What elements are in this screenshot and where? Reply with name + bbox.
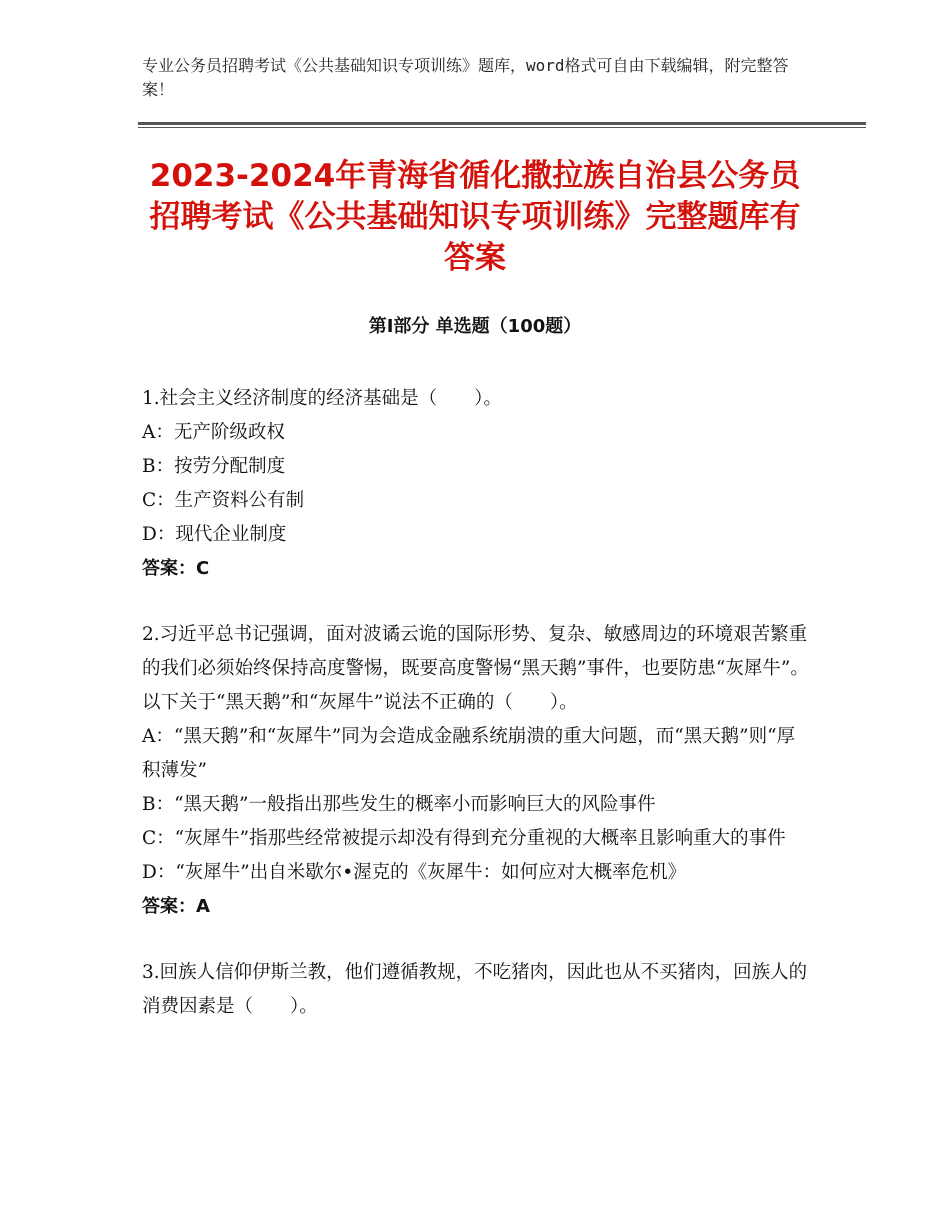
option-c: C：生产资料公有制 xyxy=(142,490,305,511)
option-b: B：按劳分配制度 xyxy=(142,456,286,477)
question-2 xyxy=(142,618,810,924)
document-title: 2023-2024年青海省循化撒拉族自治县公务员招聘考试《公共基础知识专项训练》完整题库有答案 xyxy=(149,158,801,276)
option-d: D：现代企业制度 xyxy=(142,524,287,545)
section-heading: 第Ⅰ部分 单选题（100题） xyxy=(368,316,582,337)
option-a: A：“黑天鹅”和“灰犀牛”同为会造成金融系统崩溃的重大问题，而“黑天鹅”则“厚积薄发” xyxy=(142,726,796,781)
answer: 答案：A xyxy=(142,896,210,917)
question-stem: 2.习近平总书记强调，面对波谲云诡的国际形势、复杂、敏感周边的环境艰苦繁重的我们必须始终保持高度警惕，既要高度警惕“黑天鹅”事件，也要防患“灰犀牛”。以下关于“黑天鹅”和“灰犀牛”说法不正确的（ ）。 xyxy=(142,624,809,713)
question-stem: 1.社会主义经济制度的经济基础是（ ）。 xyxy=(142,388,502,409)
question-stem: 3.回族人信仰伊斯兰教，他们遵循教规，不吃猪肉，因此也从不买猪肉，回族人的消费因素是（ ）。 xyxy=(142,962,808,1017)
option-c: C：“灰犀牛”指那些经常被提示却没有得到充分重视的大概率且影响重大的事件 xyxy=(142,828,786,849)
header-divider-thick xyxy=(138,122,866,125)
answer: 答案：C xyxy=(142,558,210,579)
option-a: A：无产阶级政权 xyxy=(142,422,285,443)
header-divider-thin xyxy=(138,127,866,128)
question-3 xyxy=(142,956,810,1024)
option-d: D：“灰犀牛”出自米歇尔•渥克的《灰犀牛：如何应对大概率危机》 xyxy=(142,862,687,883)
option-b: B：“黑天鹅”一般指出那些发生的概率小而影响巨大的风险事件 xyxy=(142,794,656,815)
question-1 xyxy=(142,382,810,586)
question-list xyxy=(142,382,810,1056)
header-note: 专业公务员招聘考试《公共基础知识专项训练》题库，word格式可自由下载编辑，附完整答案！ xyxy=(142,56,789,99)
